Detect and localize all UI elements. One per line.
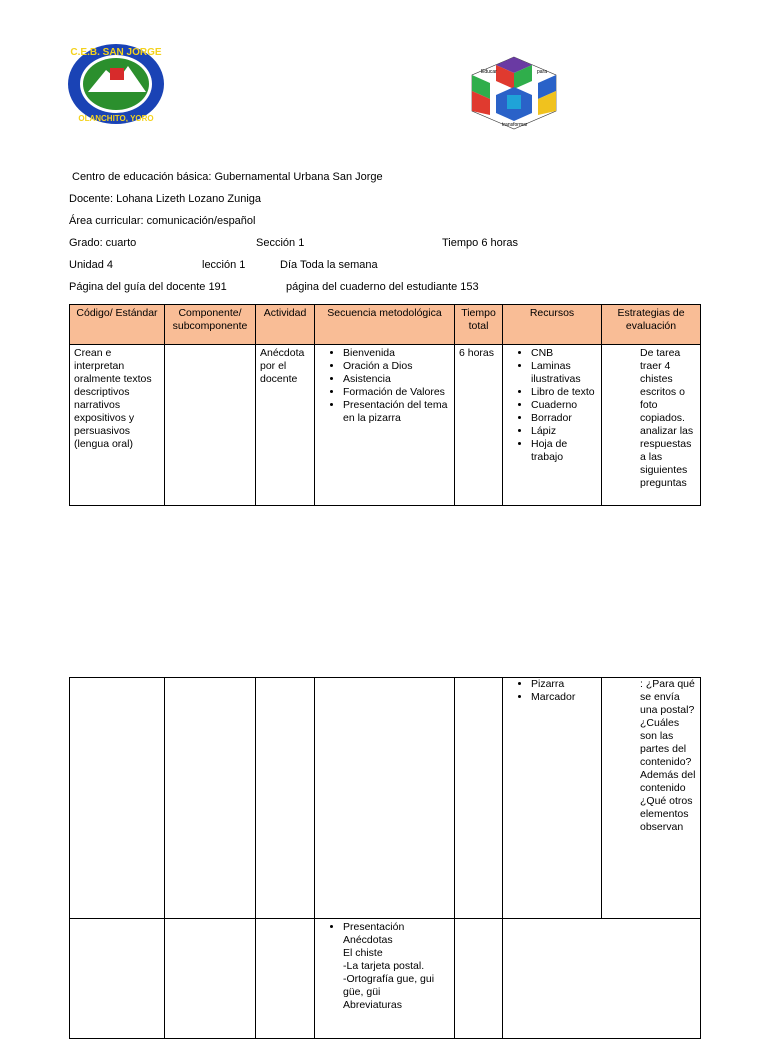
school-logo <box>66 42 166 126</box>
list-item: • Cuaderno <box>531 399 597 412</box>
list-item: • Formación de Valores <box>343 386 450 399</box>
cell-evaluacion: : ¿Para qué se envía una postal? ¿Cuáles son las partes del contenido? Además del contenido ¿Qué otros elementos observan <box>602 678 701 919</box>
teacher-guide-page: Página del guía del docente 191 <box>69 281 227 293</box>
table-row <box>70 919 701 1039</box>
cell-evaluacion: De tarea traer 4 chistes escritos o foto copiados. analizar las respuestas a las siguientes preguntas <box>602 345 701 506</box>
logo-top-text: C.E.B. SAN JORGE <box>70 47 162 58</box>
cell-componente <box>165 678 256 919</box>
cell-tiempo <box>455 919 503 1039</box>
logo-word-transformar: transformar <box>502 122 528 128</box>
list-item: • Marcador <box>531 691 597 704</box>
cell-componente <box>165 345 256 506</box>
list-line: -Ortografía gue, gui <box>343 973 435 985</box>
list-line: güe, güi <box>343 986 381 998</box>
grade: Grado: cuarto <box>69 237 137 249</box>
list-item: • Oración a Dios <box>343 360 450 373</box>
list-item: • Lápiz <box>531 425 597 438</box>
cell-codigo <box>70 678 165 919</box>
day: Día Toda la semana <box>280 259 378 271</box>
cell-actividad <box>256 678 315 919</box>
table-row <box>70 345 701 506</box>
list-item: • Hoja de trabajo <box>531 438 597 464</box>
lesson: lección 1 <box>202 259 246 271</box>
section: Sección 1 <box>256 237 305 249</box>
column-header-tiempo: Tiempo total <box>455 305 503 345</box>
cell-codigo: Crean e interpretan oralmente textos descriptivos narrativos expositivos y persuasivos (lengua oral) <box>70 345 165 506</box>
cell-secuencia <box>315 919 455 1039</box>
cell-tiempo <box>455 678 503 919</box>
logo-word-para: para <box>537 69 548 75</box>
cell-codigo <box>70 919 165 1039</box>
lesson-plan-table-continued <box>69 677 701 1039</box>
column-header-componente: Componente/ subcomponente <box>165 305 256 345</box>
cell-tiempo: 6 horas <box>455 345 503 506</box>
list-item: • Pizarra <box>531 678 597 691</box>
logo-bottom-text: OLANCHITO, YORO <box>78 114 154 123</box>
list-item: • Libro de texto <box>531 386 597 399</box>
list-item: • Presentación del tema en la pizarra <box>343 399 450 425</box>
table-header-row <box>70 305 701 345</box>
cell-recursos-evaluacion <box>503 919 701 1039</box>
list-line: Abreviaturas <box>343 999 402 1011</box>
list-line: -La tarjeta postal. <box>343 960 425 972</box>
lesson-plan-table <box>69 304 701 506</box>
cell-actividad: Anécdota por el docente <box>256 345 315 506</box>
table-row <box>70 678 701 919</box>
cell-recursos <box>503 345 602 506</box>
column-header-evaluacion: Estrategias de evaluación <box>602 305 701 345</box>
column-header-codigo: Código/ Estándar <box>70 305 165 345</box>
cell-actividad <box>256 919 315 1039</box>
column-header-actividad: Actividad <box>256 305 315 345</box>
list-line: El chiste <box>343 947 383 959</box>
cell-secuencia <box>315 345 455 506</box>
list-item: • Presentación Anécdotas <box>343 921 450 947</box>
list-item: • Borrador <box>531 412 597 425</box>
list-item: • CNB <box>531 347 597 360</box>
teacher-name: Docente: Lohana Lizeth Lozano Zuniga <box>69 193 262 205</box>
unit: Unidad 4 <box>69 259 114 271</box>
cell-componente <box>165 919 256 1039</box>
educar-logo <box>466 55 562 131</box>
cell-secuencia <box>315 678 455 919</box>
list-item: • Bienvenida <box>343 347 450 360</box>
time: Tiempo 6 horas <box>442 237 519 249</box>
curricular-area: Área curricular: comunicación/español <box>69 215 256 227</box>
list-item: • Asistencia <box>343 373 450 386</box>
logo-word-educar: Educar <box>481 69 497 75</box>
student-book-page: página del cuaderno del estudiante 153 <box>286 281 479 293</box>
column-header-recursos: Recursos <box>503 305 602 345</box>
list-item: • Laminas ilustrativas <box>531 360 597 386</box>
cell-recursos <box>503 678 602 919</box>
column-header-secuencia: Secuencia metodológica <box>315 305 455 345</box>
school-name: Centro de educación básica: Gubernamental Urbana San Jorge <box>72 171 383 183</box>
